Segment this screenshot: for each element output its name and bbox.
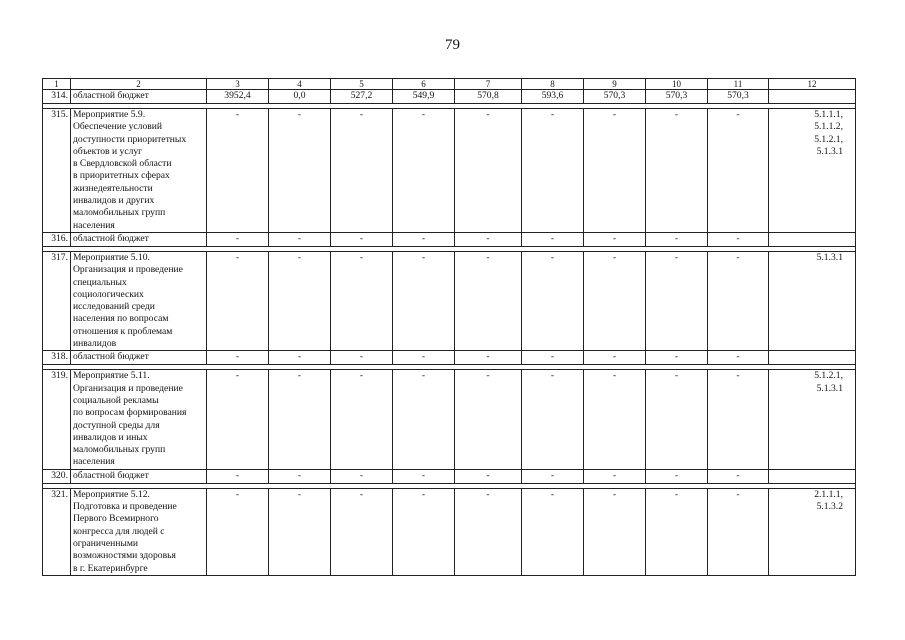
value-cell-col-9: - — [584, 370, 646, 469]
value-cell-col-3: 3952,4 — [207, 90, 269, 104]
event-row — [43, 251, 856, 350]
target-indicator-cell: 5.1.2.1, 5.1.3.1 — [769, 370, 856, 469]
row-number: 317. — [43, 251, 71, 350]
value-cell-col-9: - — [584, 232, 646, 246]
header-row — [43, 79, 856, 90]
column-header-9: 9 — [584, 79, 646, 90]
page-number: 79 — [445, 37, 460, 53]
value-cell-col-5: - — [331, 469, 393, 483]
value-cell-col-4: - — [269, 370, 331, 469]
value-cell-col-8: - — [522, 251, 584, 350]
value-cell-col-11: - — [708, 370, 769, 469]
value-cell-col-11: 570,3 — [708, 90, 769, 104]
value-cell-col-8: - — [522, 370, 584, 469]
value-cell-col-4: - — [269, 232, 331, 246]
value-cell-col-6: - — [393, 251, 455, 350]
value-cell-col-3: - — [207, 232, 269, 246]
row-number: 316. — [43, 232, 71, 246]
column-header-7: 7 — [455, 79, 522, 90]
value-cell-col-5: - — [331, 251, 393, 350]
row-number: 320. — [43, 469, 71, 483]
value-cell-col-6: - — [393, 488, 455, 575]
budget-source-name: областной бюджет — [71, 232, 207, 246]
value-cell-col-7: - — [455, 488, 522, 575]
value-cell-col-10: - — [646, 351, 708, 365]
event-name: Мероприятие 5.11. Организация и проведение социальной рекламы по вопросам формирования доступной среды для инвалидов и иных маломобильных групп населения — [71, 370, 207, 469]
value-cell-col-11: - — [708, 109, 769, 233]
value-cell-col-7: 570,8 — [455, 90, 522, 104]
value-cell-col-5: - — [331, 370, 393, 469]
value-cell-col-3: - — [207, 488, 269, 575]
value-cell-col-8: - — [522, 109, 584, 233]
value-cell-col-5: - — [331, 232, 393, 246]
column-header-10: 10 — [646, 79, 708, 90]
value-cell-col-10: 570,3 — [646, 90, 708, 104]
value-cell-col-11: - — [708, 488, 769, 575]
value-cell-col-6: - — [393, 370, 455, 469]
value-cell-col-7: - — [455, 109, 522, 233]
column-header-8: 8 — [522, 79, 584, 90]
value-cell-col-5: - — [331, 488, 393, 575]
value-cell-col-6: - — [393, 232, 455, 246]
budget-source-name: областной бюджет — [71, 469, 207, 483]
value-cell-col-10: - — [646, 251, 708, 350]
column-header-6: 6 — [393, 79, 455, 90]
value-cell-col-3: - — [207, 351, 269, 365]
value-cell-col-4: - — [269, 469, 331, 483]
value-cell-col-8: 593,6 — [522, 90, 584, 104]
value-cell-col-9: - — [584, 351, 646, 365]
value-cell-col-4: - — [269, 251, 331, 350]
value-cell-col-11: - — [708, 251, 769, 350]
value-cell-col-9: 570,3 — [584, 90, 646, 104]
budget-row — [43, 469, 856, 483]
value-cell-col-10: - — [646, 232, 708, 246]
event-row — [43, 370, 856, 469]
value-cell-col-6: - — [393, 351, 455, 365]
value-cell-col-11: - — [708, 469, 769, 483]
value-cell-col-6: - — [393, 109, 455, 233]
row-number: 318. — [43, 351, 71, 365]
value-cell-col-3: - — [207, 109, 269, 233]
value-cell-col-4: - — [269, 109, 331, 233]
value-cell-col-3: - — [207, 370, 269, 469]
value-cell-col-9: - — [584, 251, 646, 350]
value-cell-col-10: - — [646, 370, 708, 469]
column-header-2: 2 — [71, 79, 207, 90]
value-cell-col-9: - — [584, 469, 646, 483]
value-cell-col-10: - — [646, 488, 708, 575]
value-cell-col-5: 527,2 — [331, 90, 393, 104]
value-cell-col-6: 549,9 — [393, 90, 455, 104]
event-name: Мероприятие 5.12. Подготовка и проведение Первого Всемирного конгресса для людей с ограниченными возможностями здоровья в г. Екатеринбурге — [71, 488, 207, 575]
budget-row — [43, 90, 856, 104]
value-cell-col-9: - — [584, 109, 646, 233]
value-cell-col-8: - — [522, 488, 584, 575]
target-indicator-cell: 5.1.3.1 — [769, 251, 856, 350]
column-header-11: 11 — [708, 79, 769, 90]
row-number: 315. — [43, 109, 71, 233]
budget-source-name: областной бюджет — [71, 351, 207, 365]
value-cell-col-6: - — [393, 469, 455, 483]
value-cell-col-11: - — [708, 351, 769, 365]
column-header-5: 5 — [331, 79, 393, 90]
value-cell-col-8: - — [522, 351, 584, 365]
row-number: 314. — [43, 90, 71, 104]
event-name: Мероприятие 5.9. Обеспечение условий доступности приоритетных объектов и услуг в Свердловской области в приоритетных сферах жизнедеятельности инвалидов и других маломобильных групп населения — [71, 109, 207, 233]
budget-source-name: областной бюджет — [71, 90, 207, 104]
value-cell-col-7: - — [455, 232, 522, 246]
value-cell-col-4: - — [269, 488, 331, 575]
column-header-1: 1 — [43, 79, 71, 90]
target-indicator-cell — [769, 232, 856, 246]
value-cell-col-7: - — [455, 370, 522, 469]
value-cell-col-8: - — [522, 469, 584, 483]
value-cell-col-5: - — [331, 109, 393, 233]
column-header-12: 12 — [769, 79, 856, 90]
program-table — [42, 78, 856, 576]
column-header-3: 3 — [207, 79, 269, 90]
value-cell-col-4: - — [269, 351, 331, 365]
event-name: Мероприятие 5.10. Организация и проведение специальных социологических исследований среди населения по вопросам отношения к проблемам инвалидов — [71, 251, 207, 350]
value-cell-col-10: - — [646, 469, 708, 483]
target-indicator-cell — [769, 351, 856, 365]
value-cell-col-9: - — [584, 488, 646, 575]
row-number: 319. — [43, 370, 71, 469]
event-row — [43, 109, 856, 233]
value-cell-col-5: - — [331, 351, 393, 365]
table-body — [43, 79, 856, 576]
value-cell-col-8: - — [522, 232, 584, 246]
column-header-4: 4 — [269, 79, 331, 90]
target-indicator-cell: 5.1.1.1, 5.1.1.2, 5.1.2.1, 5.1.3.1 — [769, 109, 856, 233]
target-indicator-cell — [769, 90, 856, 104]
value-cell-col-7: - — [455, 251, 522, 350]
value-cell-col-4: 0,0 — [269, 90, 331, 104]
budget-row — [43, 232, 856, 246]
target-indicator-cell: 2.1.1.1, 5.1.3.2 — [769, 488, 856, 575]
value-cell-col-3: - — [207, 251, 269, 350]
value-cell-col-11: - — [708, 232, 769, 246]
row-number: 321. — [43, 488, 71, 575]
value-cell-col-10: - — [646, 109, 708, 233]
budget-row — [43, 351, 856, 365]
value-cell-col-7: - — [455, 351, 522, 365]
value-cell-col-3: - — [207, 469, 269, 483]
target-indicator-cell — [769, 469, 856, 483]
event-row — [43, 488, 856, 575]
value-cell-col-7: - — [455, 469, 522, 483]
